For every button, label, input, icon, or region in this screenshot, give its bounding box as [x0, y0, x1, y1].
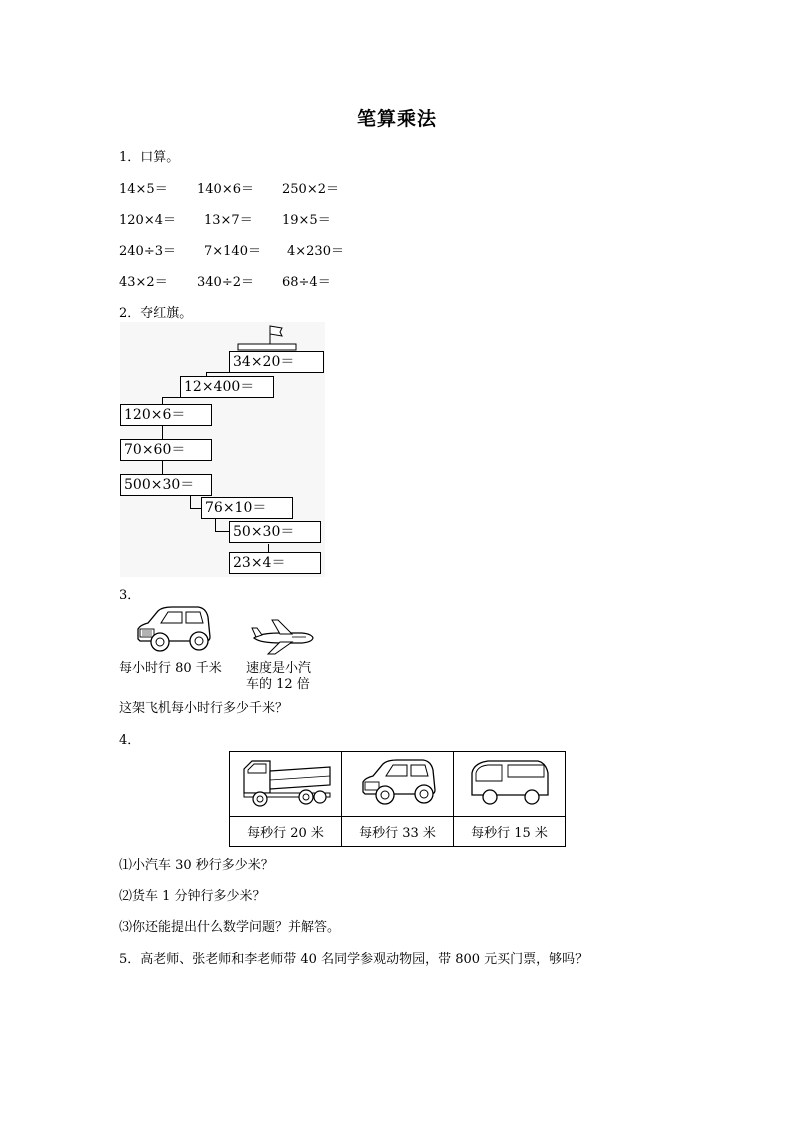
- connector: [162, 461, 163, 475]
- bus-speed: 每秒行 15 米: [454, 817, 566, 847]
- truck-cell: [230, 752, 342, 817]
- q4-sub3: ⑶你还能提出什么数学问题？并解答。: [119, 920, 341, 935]
- connector: [162, 426, 163, 440]
- connector: [215, 531, 229, 532]
- car-cell: [342, 752, 454, 817]
- calc-item: 340÷2＝: [197, 275, 254, 290]
- flag-step-box: 500×30＝: [120, 474, 212, 496]
- plane-speed-caption-line1: 速度是小汽: [246, 661, 312, 676]
- vehicle-speed-table: [229, 751, 566, 847]
- calc-item: 14×5＝: [119, 182, 168, 197]
- calc-item: 4×230＝: [287, 244, 344, 259]
- connector: [268, 544, 269, 552]
- calc-item: 68÷4＝: [282, 275, 331, 290]
- car-icon: [357, 756, 439, 808]
- flag-icon: [233, 322, 325, 352]
- flag-step-box: 120×6＝: [120, 404, 212, 426]
- flag-step-box: 23×4＝: [229, 552, 321, 574]
- q4-sub1: ⑴小汽车 30 秒行多少米？: [119, 858, 274, 873]
- flag-step-box: 70×60＝: [120, 439, 212, 461]
- bus-cell: [454, 752, 566, 817]
- bus-icon: [468, 755, 552, 809]
- car-speed-caption: 每小时行 80 千米: [119, 661, 222, 676]
- calc-item: 43×2＝: [119, 275, 168, 290]
- calc-item: 250×2＝: [282, 182, 339, 197]
- calc-item: 13×7＝: [204, 213, 253, 228]
- calc-item: 240÷3＝: [119, 244, 176, 259]
- calc-item: 19×5＝: [282, 213, 331, 228]
- connector: [162, 397, 180, 398]
- flag-step-box: 50×30＝: [229, 521, 321, 543]
- car-speed: 每秒行 33 米: [342, 817, 454, 847]
- flag-step-box: 34×20＝: [229, 351, 324, 373]
- q1-label: 1．口算。: [119, 150, 180, 165]
- q3-label: 3．: [119, 588, 141, 603]
- connector: [190, 508, 201, 509]
- truck-speed: 每秒行 20 米: [230, 817, 342, 847]
- flag-step-box: 76×10＝: [201, 497, 293, 519]
- q4-sub2: ⑵货车 1 分钟行多少米？: [119, 889, 266, 904]
- q4-label: 4．: [119, 733, 141, 748]
- calc-item: 7×140＝: [204, 244, 261, 259]
- plane-speed-caption-line2: 车的 12 倍: [246, 677, 310, 692]
- connector: [162, 397, 163, 404]
- truck-icon: [238, 753, 334, 811]
- q5-text: 5．高老师、张老师和李老师带 40 名同学参观动物园，带 800 元买门票，够吗？: [119, 952, 589, 967]
- page-title: 笔算乘法: [356, 108, 437, 130]
- car-icon: [132, 603, 214, 655]
- airplane-icon: [250, 618, 316, 656]
- calc-item: 120×4＝: [119, 213, 176, 228]
- calc-item: 140×6＝: [197, 182, 254, 197]
- connector: [190, 496, 191, 508]
- flag-step-box: 12×400＝: [180, 376, 274, 398]
- q3-question: 这架飞机每小时行多少千米？: [119, 701, 289, 716]
- connector: [215, 519, 216, 531]
- q2-label: 2．夺红旗。: [119, 306, 193, 321]
